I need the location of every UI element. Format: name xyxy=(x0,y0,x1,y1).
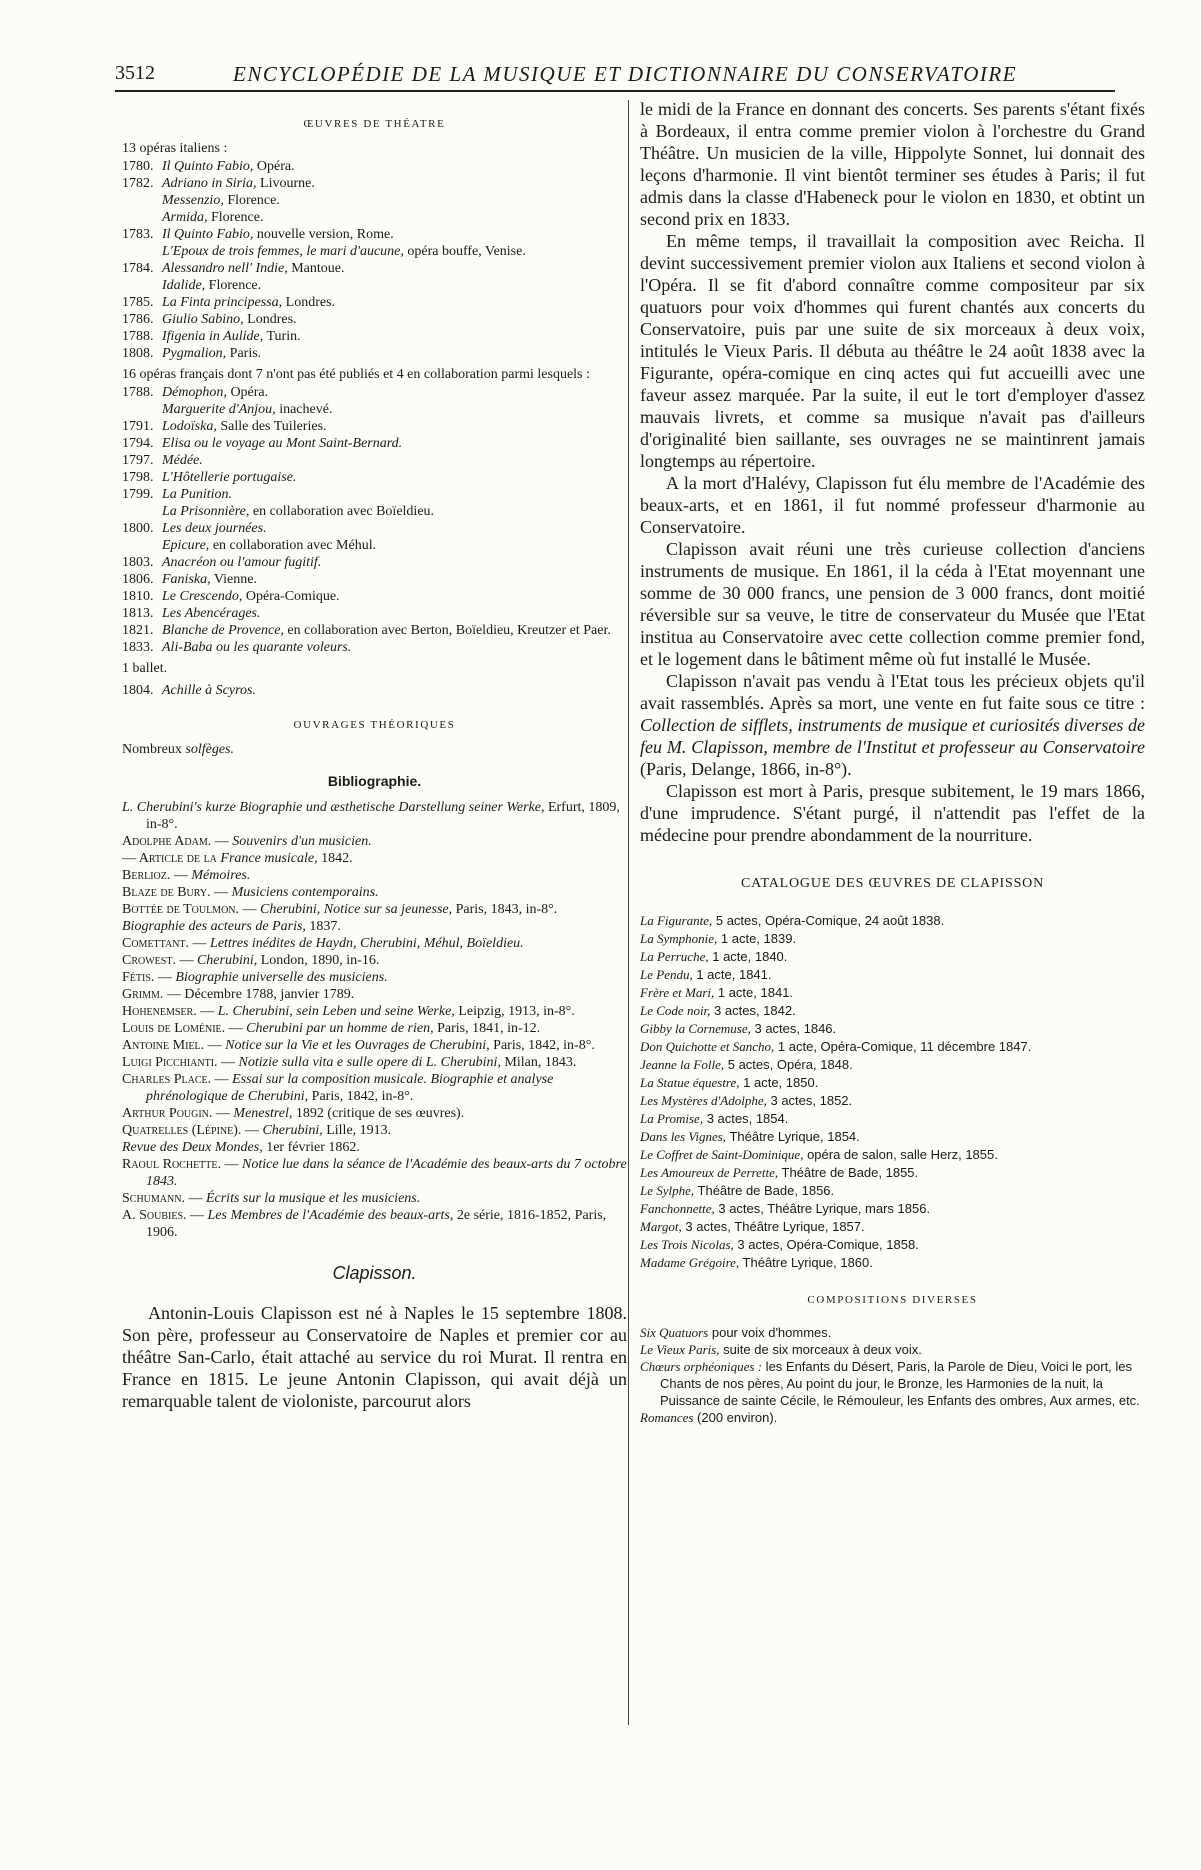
article-paragraph: le midi de la France en donnant des concerts. Ses parents s'étant fixés à Bordeaux, il entra comme premier violon à l'orchestre du Grand Théâtre. Un musicien de la ville, Hippolyte Sonnet, lui donnait des leçons d'harmonie. Il vint bientôt terminer ses études à Paris; il fut admis dans la classe d'Habeneck pour le violon en 1830, et obtint un second prix en 1833. xyxy=(640,99,1145,229)
entry-title: Les deux journées. xyxy=(162,521,267,536)
work-entry xyxy=(122,639,627,656)
entry-detail: 1 acte, Opéra-Comique, 11 décembre 1847. xyxy=(774,1039,1032,1054)
entry-title: Le Coffret de Saint-Dominique, xyxy=(640,1147,804,1162)
entry-detail: 1 acte, 1839. xyxy=(717,931,797,946)
biblio-detail: 2e série, 1816-1852, Paris, 1906. xyxy=(146,1208,607,1240)
ballet-entry xyxy=(122,682,627,699)
biblio-title: Cherubini par un homme de rien, xyxy=(246,1021,434,1036)
composition-entry xyxy=(640,1341,1145,1358)
entry-detail: Opéra. xyxy=(226,385,269,400)
work-entry xyxy=(122,435,627,452)
entry-year xyxy=(122,243,162,260)
work-entry xyxy=(122,294,627,311)
entry-year: 1785. xyxy=(122,295,154,310)
entry-detail: les Enfants du Désert, Paris, la Parole de Dieu, Voici le port, les Chants de nos pères, Au point du jour, le Bronze, les Harmonies de la nuit, la Puissance de sainte Cécile, le Rémouleur, les Enfants des ombres, Aux armes, etc. xyxy=(660,1359,1140,1408)
entry-title: Fanchonnette, xyxy=(640,1201,715,1216)
biblio-title: Essai sur la composition musicale. Biographie et analyse phrénologique de Cherubini, xyxy=(146,1072,554,1104)
entry-title: La Punition. xyxy=(162,487,233,502)
work-entry xyxy=(122,520,627,537)
entry-title: Dans les Vignes, xyxy=(640,1129,727,1144)
work-entry xyxy=(122,243,627,260)
entry-year xyxy=(122,503,162,520)
catalogue-entry xyxy=(640,984,1145,1002)
article-paragraph: Clapisson n'avait pas vendu à l'Etat tous les précieux objets qu'il avait rassemblés. Après sa mort, une vente en fut faite sous ce titre : Collection de sifflets, instruments de musique et curiosités diverses de feu M. Clapisson, membre de l'Institut et professeur au Conservatoire (Paris, Delange, 1866, in-8°). xyxy=(640,671,1145,779)
entry-title: Alessandro nell' Indie, xyxy=(162,261,288,276)
entry-title: Anacréon ou l'amour fugitif. xyxy=(162,555,322,570)
entry-title: Médée. xyxy=(162,453,203,468)
work-entry xyxy=(122,158,627,175)
work-entry xyxy=(122,192,627,209)
catalogue-entry xyxy=(640,1128,1145,1146)
catalogue-entry xyxy=(640,1002,1145,1020)
biblio-detail: Milan, 1843. xyxy=(500,1055,577,1070)
entry-title: Le Vieux Paris, xyxy=(640,1342,720,1357)
entry-detail: 3 actes, 1846. xyxy=(750,1021,837,1036)
entry-detail: Opéra-Comique. xyxy=(242,589,340,604)
entry-detail: 5 actes, Opéra, 1848. xyxy=(724,1057,853,1072)
bibliography-entry xyxy=(122,1207,627,1241)
biblio-title: Cherubini, xyxy=(262,1123,323,1138)
entry-year: 1786. xyxy=(122,312,154,327)
catalogue-entry xyxy=(640,1218,1145,1236)
entry-detail: 3 actes, Théâtre Lyrique, 1857. xyxy=(681,1219,865,1234)
entry-year: 1804. xyxy=(122,683,154,698)
entry-title: Faniska, xyxy=(162,572,211,587)
entry-title: Romances xyxy=(640,1410,694,1425)
biblio-detail: Leipzig, 1913, in-8°. xyxy=(454,1004,575,1019)
bibliography-entry xyxy=(122,867,627,884)
work-entry xyxy=(122,486,627,503)
article-paragraph: Antonin-Louis Clapisson est né à Naples le 15 septembre 1808. Son père, professeur au Conservatoire de Naples et premier cor au théâtre San-Carlo, était attaché au service du roi Murat. Il rentra en France en 1815. Le jeune Antonin Clapisson, qui avait déjà un remarquable talent de violoniste, parcourut alors xyxy=(122,1303,627,1411)
work-entry xyxy=(122,277,627,294)
entry-year: 1797. xyxy=(122,453,154,468)
ballet-intro: 1 ballet. xyxy=(122,661,168,676)
entry-title: Il Quinto Fabio, xyxy=(162,227,254,242)
bibliography-entry xyxy=(122,799,627,833)
entry-title: L'Epoux de trois femmes, le mari d'aucune, xyxy=(162,244,404,259)
entry-title: Ifigenia in Aulide, xyxy=(162,329,264,344)
biblio-author: Blaze de Bury. — xyxy=(122,885,232,900)
work-entry xyxy=(122,328,627,345)
work-entry xyxy=(122,209,627,226)
bibliography-entry xyxy=(122,1054,627,1071)
catalogue-entry xyxy=(640,930,1145,948)
biblio-author: Hohenemser. — xyxy=(122,1004,218,1019)
catalogue-entry xyxy=(640,1146,1145,1164)
entry-year: 1783. xyxy=(122,227,154,242)
entry-title: Les Mystères d'Adolphe, xyxy=(640,1093,767,1108)
composition-entry xyxy=(640,1409,1145,1426)
catalogue-list xyxy=(640,912,1145,1272)
bibliography-entry xyxy=(122,935,627,952)
entry-detail: Londres. xyxy=(243,312,297,327)
entry-title: Pygmalion, xyxy=(162,346,227,361)
entry-detail: Florence. xyxy=(207,210,264,225)
biblio-author: Comettant. — xyxy=(122,936,211,951)
entry-detail: 3 actes, 1854. xyxy=(703,1111,789,1126)
work-entry xyxy=(122,622,627,639)
catalogue-entry xyxy=(640,966,1145,984)
biblio-author: Arthur Pougin. — xyxy=(122,1106,234,1121)
entry-year: 1799. xyxy=(122,487,154,502)
biblio-author: Bottée de Toulmon. — xyxy=(122,902,261,917)
entry-title: Margot, xyxy=(640,1219,682,1234)
entry-year: 1782. xyxy=(122,176,154,191)
work-entry xyxy=(122,345,627,362)
entry-year: 1833. xyxy=(122,640,154,655)
biblio-author: Quatrelles (Lépine). — xyxy=(122,1123,263,1138)
biblio-title: Mémoires. xyxy=(191,868,251,883)
biblio-detail: Paris, 1842, in-8°. xyxy=(489,1038,595,1053)
entry-title: Les Abencérages. xyxy=(162,606,261,621)
entry-detail: Théâtre de Bade, 1855. xyxy=(778,1165,919,1180)
entry-detail: Opéra. xyxy=(253,159,295,174)
entry-year xyxy=(122,209,162,226)
entry-title: Le Crescendo, xyxy=(162,589,243,604)
entry-year: 1810. xyxy=(122,589,154,604)
entry-detail: 1 acte, 1841. xyxy=(714,985,794,1000)
entry-title: Blanche de Provence, xyxy=(162,623,284,638)
entry-year xyxy=(122,401,162,418)
biblio-title: Notice sur la Vie et les Ouvrages de Cherubini, xyxy=(225,1038,490,1053)
entry-title: Lodoïska, xyxy=(162,419,217,434)
entry-title: Messenzio, xyxy=(162,193,224,208)
biblio-author: Grimm. — xyxy=(122,987,185,1002)
bibliography-entry xyxy=(122,833,627,850)
catalogue-entry xyxy=(640,1074,1145,1092)
entry-title: La Finta principessa, xyxy=(162,295,283,310)
entry-title: Six Quatuors xyxy=(640,1325,709,1340)
entry-detail: 1 acte, 1850. xyxy=(739,1075,819,1090)
biblio-detail: 1842. xyxy=(317,851,353,866)
biblio-author: Antoine Miel. — xyxy=(122,1038,226,1053)
entry-year: 1813. xyxy=(122,606,154,621)
entry-title: Chœurs orphéoniques : xyxy=(640,1359,763,1374)
entry-detail: suite de six morceaux à deux voix. xyxy=(719,1342,922,1357)
work-entry xyxy=(122,311,627,328)
theatre-heading: ŒUVRES DE THÉATRE xyxy=(303,118,446,130)
entry-title: Achille à Scyros. xyxy=(162,683,256,698)
biblio-title: Lettres inédites de Haydn, Cherubini, Méhul, Boïeldieu. xyxy=(210,936,524,951)
catalogue-entry xyxy=(640,1182,1145,1200)
bibliography-entry xyxy=(122,1003,627,1020)
article-paragraph: A la mort d'Halévy, Clapisson fut élu membre de l'Académie des beaux-arts, et en 1861, il fut nommé professeur d'harmonie au Conservatoire. xyxy=(640,473,1145,537)
entry-year xyxy=(122,537,162,554)
page-number: 3512 xyxy=(115,62,155,84)
bibliography-entry xyxy=(122,1105,627,1122)
entry-year: 1780. xyxy=(122,159,154,174)
entry-detail: Livourne. xyxy=(256,176,315,191)
catalogue-entry xyxy=(640,1038,1145,1056)
entry-year xyxy=(122,192,162,209)
entry-title: La Perruche, xyxy=(640,949,709,964)
catalogue-entry xyxy=(640,1056,1145,1074)
entry-year: 1784. xyxy=(122,261,154,276)
entry-title: Epicure, xyxy=(162,538,210,553)
entry-title: Les Trois Nicolas, xyxy=(640,1237,734,1252)
biblio-title: Souvenirs d'un musicien. xyxy=(232,834,372,849)
running-title: ENCYCLOPÉDIE DE LA MUSIQUE ET DICTIONNAIRE DU CONSERVATOIRE xyxy=(233,62,1018,86)
entry-title: Idalide, xyxy=(162,278,206,293)
work-entry xyxy=(122,554,627,571)
entry-year xyxy=(122,277,162,294)
entry-title: L'Hôtellerie portugaise. xyxy=(162,470,297,485)
bibliography-entry xyxy=(122,986,627,1003)
biblio-author: A. Soubies. — xyxy=(122,1208,208,1223)
biblio-title: L. Cherubini's kurze Biographie und æsthetische Darstellung seiner Werke, xyxy=(122,800,545,815)
french-intro: 16 opéras français dont 7 n'ont pas été publiés et 4 en collaboration parmi lesquels : xyxy=(122,367,590,382)
biblio-author: Adolphe Adam. — xyxy=(122,834,233,849)
biblio-title: Biographie des acteurs de Paris, xyxy=(122,919,306,934)
entry-year: 1821. xyxy=(122,623,154,638)
entry-detail: Turin. xyxy=(263,329,301,344)
column-divider xyxy=(628,100,629,1725)
entry-detail: Théâtre de Bade, 1856. xyxy=(694,1183,835,1198)
entry-title: Adriano in Siria, xyxy=(162,176,257,191)
entry-year: 1788. xyxy=(122,329,154,344)
entry-detail: nouvelle version, Rome. xyxy=(253,227,394,242)
biblio-title: France musicale, xyxy=(220,851,318,866)
biblio-title: Écrits sur la musique et les musiciens. xyxy=(205,1191,421,1206)
entry-detail: Florence. xyxy=(223,193,280,208)
entry-title: Armida, xyxy=(162,210,208,225)
entry-year: 1803. xyxy=(122,555,154,570)
biblio-detail: 1837. xyxy=(305,919,341,934)
composition-entry xyxy=(640,1358,1145,1409)
bibliography-entry xyxy=(122,1020,627,1037)
entry-year: 1794. xyxy=(122,436,154,451)
entry-title: La Promise, xyxy=(640,1111,704,1126)
entry-detail: 1 acte, 1840. xyxy=(708,949,788,964)
biblio-title: Cherubini, Notice sur sa jeunesse, xyxy=(260,902,453,917)
work-entry xyxy=(122,537,627,554)
biblio-detail: Paris, 1842, in-8°. xyxy=(308,1089,414,1104)
biblio-author: Charles Place. — xyxy=(122,1072,233,1087)
biblio-title: Biographie universelle des musiciens. xyxy=(175,970,388,985)
entry-title: Ali-Baba ou les quarante voleurs. xyxy=(162,640,352,655)
biblio-author: — Article de la xyxy=(122,851,221,866)
entry-title: Le Sylphe, xyxy=(640,1183,695,1198)
biblio-detail: 1er février 1862. xyxy=(262,1140,360,1155)
article-paragraph: Clapisson avait réuni une très curieuse collection d'anciens instruments de musique. En 1861, il la céda à l'Etat moyennant une somme de 30 000 francs, une pension de 3 000 francs, dont moitié réversible sur sa veuve, le titre de conservateur du Musée que l'Etat institua au Conservatoire avec cette collection comme premier fond, et le logement dans le bâtiment même où fut installé le Musée. xyxy=(640,539,1145,669)
entry-detail: 5 actes, Opéra-Comique, 24 août 1838. xyxy=(712,913,945,928)
entry-detail: Théâtre Lyrique, 1860. xyxy=(739,1255,873,1270)
entry-title: Gibby la Cornemuse, xyxy=(640,1021,751,1036)
biblio-author: Berlioz. — xyxy=(122,868,192,883)
bibliography-list xyxy=(122,799,627,1241)
catalogue-entry xyxy=(640,1236,1145,1254)
bibliography-entry xyxy=(122,1139,627,1156)
entry-detail: Salle des Tuileries. xyxy=(216,419,327,434)
entry-detail: en collaboration avec Berton, Boïeldieu, Kreutzer et Paer. xyxy=(283,623,611,638)
bibliography-entry xyxy=(122,1037,627,1054)
french-operas-list xyxy=(122,384,627,656)
bibliography-entry xyxy=(122,850,627,867)
work-entry xyxy=(122,452,627,469)
biblio-title: Menestrel, xyxy=(233,1106,293,1121)
entry-detail: 3 actes, Opéra-Comique, 1858. xyxy=(733,1237,919,1252)
work-entry xyxy=(122,384,627,401)
bibliography-entry xyxy=(122,1071,627,1105)
work-entry xyxy=(122,469,627,486)
entry-detail: en collaboration avec Méhul. xyxy=(209,538,377,553)
entry-detail: Mantoue. xyxy=(287,261,345,276)
entry-title: Giulio Sabino, xyxy=(162,312,244,327)
entry-detail: 3 actes, 1852. xyxy=(766,1093,853,1108)
italian-intro: 13 opéras italiens : xyxy=(122,141,228,156)
biblio-author: Luigi Picchianti. — xyxy=(122,1055,239,1070)
entry-detail: pour voix d'hommes. xyxy=(708,1325,832,1340)
biblio-title: Musiciens contemporains. xyxy=(231,885,379,900)
catalogue-entry xyxy=(640,1110,1145,1128)
entry-detail: Théâtre Lyrique, 1854. xyxy=(726,1129,860,1144)
composition-entry xyxy=(640,1324,1145,1341)
biblio-title: Cherubini, xyxy=(196,953,258,968)
article-paragraph: En même temps, il travaillait la composition avec Reicha. Il devint successivement premier violon aux Italiens et second violon à l'Opéra. Il se fit d'abord connaître comme compositeur par six quatuors pour voix d'hommes qui furent chantés aux concerts du Conservatoire, puis par une suite de six morceaux à deux voix, intitulés le Vieux Paris. Il débuta au théâtre le 24 août 1838 avec la Figurante, opéra-comique en cinq actes qui fut accueilli avec une faveur assez marquée. Par la suite, il eut le tort d'employer d'assez mauvais livrets, et comme sa musique n'avait pas d'ailleurs d'originalité bien saillante, ses ouvrages ne se maintinrent jamais longtemps au répertoire. xyxy=(640,231,1145,471)
entry-title: La Statue équestre, xyxy=(640,1075,740,1090)
entry-title: Le Pendu, xyxy=(640,967,693,982)
entry-title: Jeanne la Folle, xyxy=(640,1057,725,1072)
work-entry xyxy=(122,418,627,435)
bibliography-entry xyxy=(122,969,627,986)
entry-title: La Prisonnière, xyxy=(162,504,250,519)
italian-operas-list xyxy=(122,158,627,362)
entry-title: Madame Grégoire, xyxy=(640,1255,740,1270)
biblio-author: Crowest. — xyxy=(122,953,197,968)
bibliography-entry xyxy=(122,884,627,901)
theory-line: Nombreux solfèges. xyxy=(122,742,234,757)
biblio-title: L. Cherubini, sein Leben und seine Werke, xyxy=(217,1004,455,1019)
entry-year: 1806. xyxy=(122,572,154,587)
work-entry xyxy=(122,588,627,605)
bibliography-entry xyxy=(122,952,627,969)
biblio-author: Schumann. — xyxy=(122,1191,206,1206)
biblio-detail: Erfurt, 1809, in-8°. xyxy=(146,800,620,832)
catalogue-entry xyxy=(640,948,1145,966)
entry-detail: Londres. xyxy=(282,295,336,310)
catalogue-entry xyxy=(640,1092,1145,1110)
biblio-author: Raoul Rochette. — xyxy=(122,1157,242,1172)
work-entry xyxy=(122,571,627,588)
biblio-title: Les Membres de l'Académie des beaux-arts, xyxy=(207,1208,454,1223)
left-column xyxy=(122,118,627,1412)
entry-title: Les Amoureux de Perrette, xyxy=(640,1165,779,1180)
work-entry xyxy=(122,401,627,418)
entry-title: Marguerite d'Anjou, xyxy=(162,402,276,417)
article-paragraph: Clapisson est mort à Paris, presque subitement, le 19 mars 1866, d'une imprudence. S'étant purgé, il n'attendit pas l'effet de la médecine pour prendre abondamment de la nourriture. xyxy=(640,781,1145,845)
entry-title: La Symphonie, xyxy=(640,931,718,946)
bibliography-entry xyxy=(122,918,627,935)
compositions-heading: COMPOSITIONS DIVERSES xyxy=(807,1294,978,1306)
entry-detail: Vienne. xyxy=(210,572,257,587)
work-entry xyxy=(122,175,627,192)
work-entry xyxy=(122,605,627,622)
entry-detail: opéra de salon, salle Herz, 1855. xyxy=(803,1147,998,1162)
work-entry xyxy=(122,226,627,243)
entry-title: Frère et Mari, xyxy=(640,985,715,1000)
biblio-detail: Paris, 1841, in-12. xyxy=(433,1021,541,1036)
entry-title: Don Quichotte et Sancho, xyxy=(640,1039,775,1054)
entry-detail: opéra bouffe, Venise. xyxy=(403,244,526,259)
entry-detail: 3 actes, Théâtre Lyrique, mars 1856. xyxy=(714,1201,931,1216)
entry-year: 1791. xyxy=(122,419,154,434)
bibliography-entry xyxy=(122,1122,627,1139)
entry-detail: (200 environ). xyxy=(693,1410,778,1425)
catalogue-entry xyxy=(640,1164,1145,1182)
work-entry xyxy=(122,503,627,520)
biblio-detail: London, 1890, in-16. xyxy=(257,953,380,968)
entry-year: 1800. xyxy=(122,521,154,536)
entry-title: Démophon, xyxy=(162,385,227,400)
biblio-title: Notice lue dans la séance de l'Académie des beaux-arts du 7 octobre 1843. xyxy=(146,1157,627,1189)
entry-detail: Paris. xyxy=(226,346,262,361)
biblio-detail: Paris, 1843, in-8°. xyxy=(452,902,558,917)
biblio-title: Revue des Deux Mondes, xyxy=(122,1140,263,1155)
compositions-list xyxy=(640,1324,1145,1426)
entry-detail: Florence. xyxy=(205,278,262,293)
article-title: Clapisson. xyxy=(332,1263,417,1283)
entry-detail: inachevé. xyxy=(275,402,333,417)
running-header xyxy=(115,60,1115,92)
catalogue-entry xyxy=(640,1200,1145,1218)
right-column xyxy=(640,98,1145,1426)
entry-detail: 3 actes, 1842. xyxy=(710,1003,796,1018)
catalogue-entry xyxy=(640,912,1145,930)
catalogue-heading: CATALOGUE DES ŒUVRES DE CLAPISSON xyxy=(741,876,1044,891)
biblio-author: Fétis. — xyxy=(122,970,176,985)
entry-title: Il Quinto Fabio, xyxy=(162,159,254,174)
entry-title: Le Code noir, xyxy=(640,1003,711,1018)
work-entry xyxy=(122,260,627,277)
biblio-detail: Décembre 1788, janvier 1789. xyxy=(184,987,355,1002)
entry-detail: 1 acte, 1841. xyxy=(692,967,772,982)
catalogue-entry xyxy=(640,1020,1145,1038)
biblio-author: Louis de Loménie. — xyxy=(122,1021,247,1036)
entry-title: La Figurante, xyxy=(640,913,713,928)
entry-year: 1788. xyxy=(122,385,154,400)
bibliography-entry xyxy=(122,1190,627,1207)
entry-detail: en collaboration avec Boïeldieu. xyxy=(249,504,435,519)
entry-title: Elisa ou le voyage au Mont Saint-Bernard. xyxy=(162,436,403,451)
bibliography-heading: Bibliographie. xyxy=(327,773,422,789)
entry-year: 1798. xyxy=(122,470,154,485)
biblio-detail: Lille, 1913. xyxy=(322,1123,392,1138)
biblio-detail: 1892 (critique de ses œuvres). xyxy=(292,1106,465,1121)
bibliography-entry xyxy=(122,901,627,918)
bibliography-entry xyxy=(122,1156,627,1190)
biblio-title: Notizie sulla vita e sulle opere di L. Cherubini, xyxy=(238,1055,501,1070)
catalogue-entry xyxy=(640,1254,1145,1272)
entry-year: 1808. xyxy=(122,346,154,361)
theory-heading: OUVRAGES THÉORIQUES xyxy=(293,719,456,731)
